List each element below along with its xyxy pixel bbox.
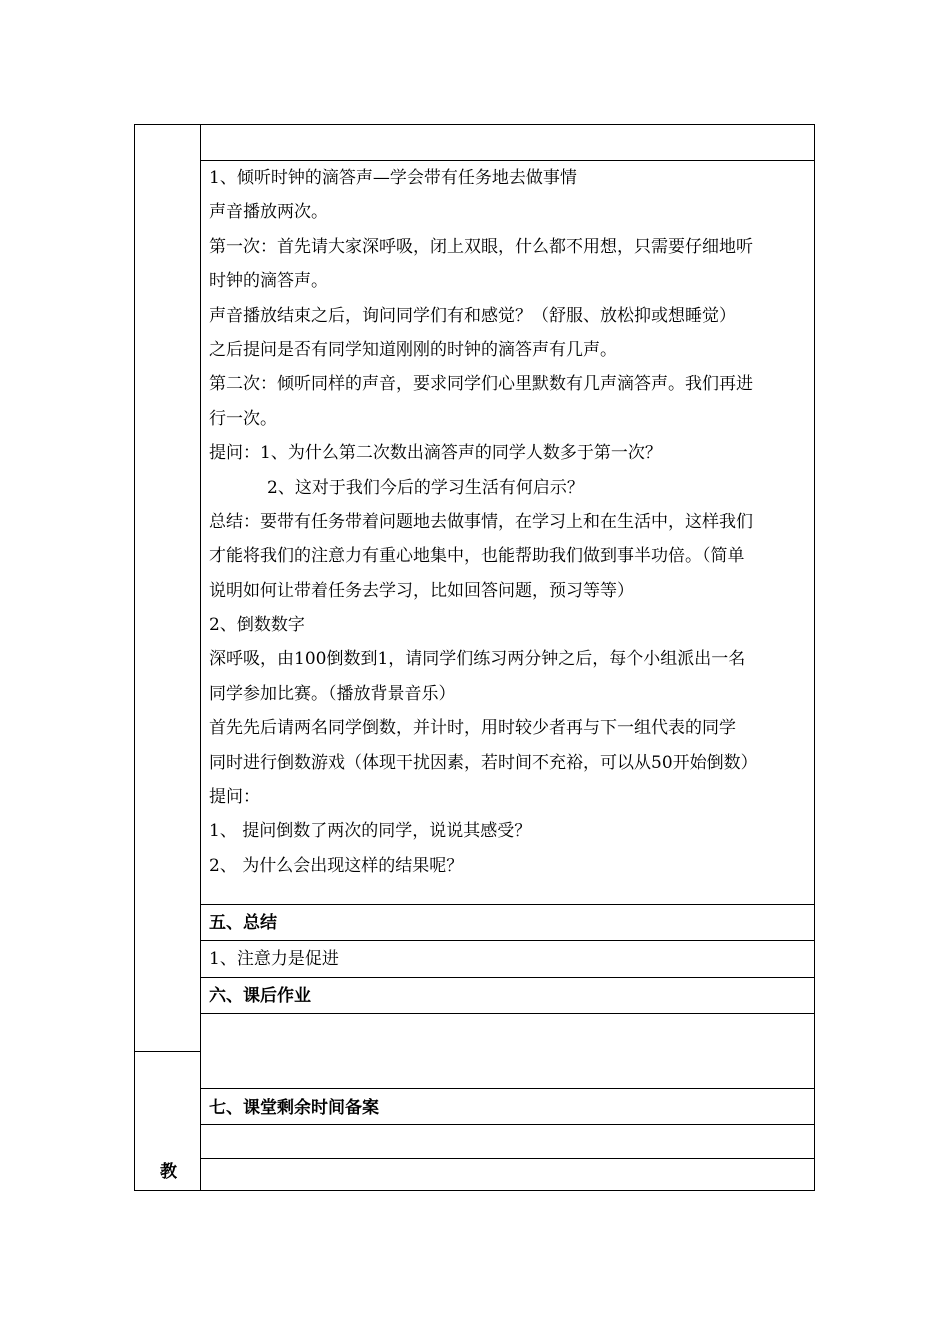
column-divider (200, 124, 201, 1191)
content-line: 同学参加比赛。（播放背景音乐） (209, 683, 456, 704)
content-line: 同时进行倒数游戏（体现干扰因素，若时间不充裕，可以从50开始倒数） (209, 752, 758, 773)
content-line: 声音播放结束之后，询问同学们有和感觉？（舒服、放松抑或想睡觉） (209, 305, 736, 326)
content-line: 2、 为什么会出现这样的结果呢？ (209, 855, 464, 876)
left-column-label: 教 (160, 1162, 177, 1182)
left-column-divider (134, 1051, 201, 1052)
content-line: 才能将我们的注意力有重心地集中，也能帮助我们做到事半功倍。（简单 (209, 546, 745, 567)
section5-text: 1、注意力是促进 (209, 949, 339, 969)
row-divider (200, 1088, 815, 1089)
row-divider (200, 940, 815, 941)
content-line: 之后提问是否有同学知道刚刚的时钟的滴答声有几声。 (209, 339, 617, 360)
row-divider (200, 1124, 815, 1125)
row-divider (200, 1013, 815, 1014)
row-divider (200, 977, 815, 978)
content-line: 说明如何让带着任务去学习，比如回答问题，预习等等） (209, 580, 634, 601)
content-line: 1、 提问倒数了两次的同学，说说其感受？ (209, 821, 532, 842)
row-divider (200, 904, 815, 905)
row-divider (200, 1158, 815, 1159)
content-line: 第一次：首先请大家深呼吸，闭上双眼，什么都不用想，只需要仔细地听 (209, 236, 753, 257)
section4-content (209, 161, 809, 883)
content-line: 提问：1、为什么第二次数出滴答声的同学人数多于第一次？ (209, 443, 662, 464)
content-line: 2、倒数数字 (209, 615, 305, 636)
section7-title: 七、课堂剩余时间备案 (209, 1098, 379, 1118)
content-line: 总结：要带有任务带着问题地去做事情，在学习上和在生活中，这样我们 (209, 511, 753, 532)
content-line: 第二次：倾听同样的声音，要求同学们心里默数有几声滴答声。我们再进 (209, 374, 753, 395)
content-line: 行一次。 (209, 408, 277, 429)
content-line: 时钟的滴答声。 (209, 271, 328, 292)
content-line: 声音播放两次。 (209, 202, 328, 223)
content-line: 1、倾听时钟的滴答声—学会带有任务地去做事情 (209, 168, 577, 188)
content-line: 深呼吸，由100倒数到1，请同学们练习两分钟之后，每个小组派出一名 (209, 649, 746, 670)
section5-title: 五、总结 (209, 913, 277, 933)
content-line: 2、这对于我们今后的学习生活有何启示？ (267, 477, 584, 498)
section6-title: 六、课后作业 (209, 986, 311, 1006)
content-line: 首先先后请两名同学倒数，并计时，用时较少者再与下一组代表的同学 (209, 718, 736, 739)
content-line: 提问： (209, 787, 260, 808)
